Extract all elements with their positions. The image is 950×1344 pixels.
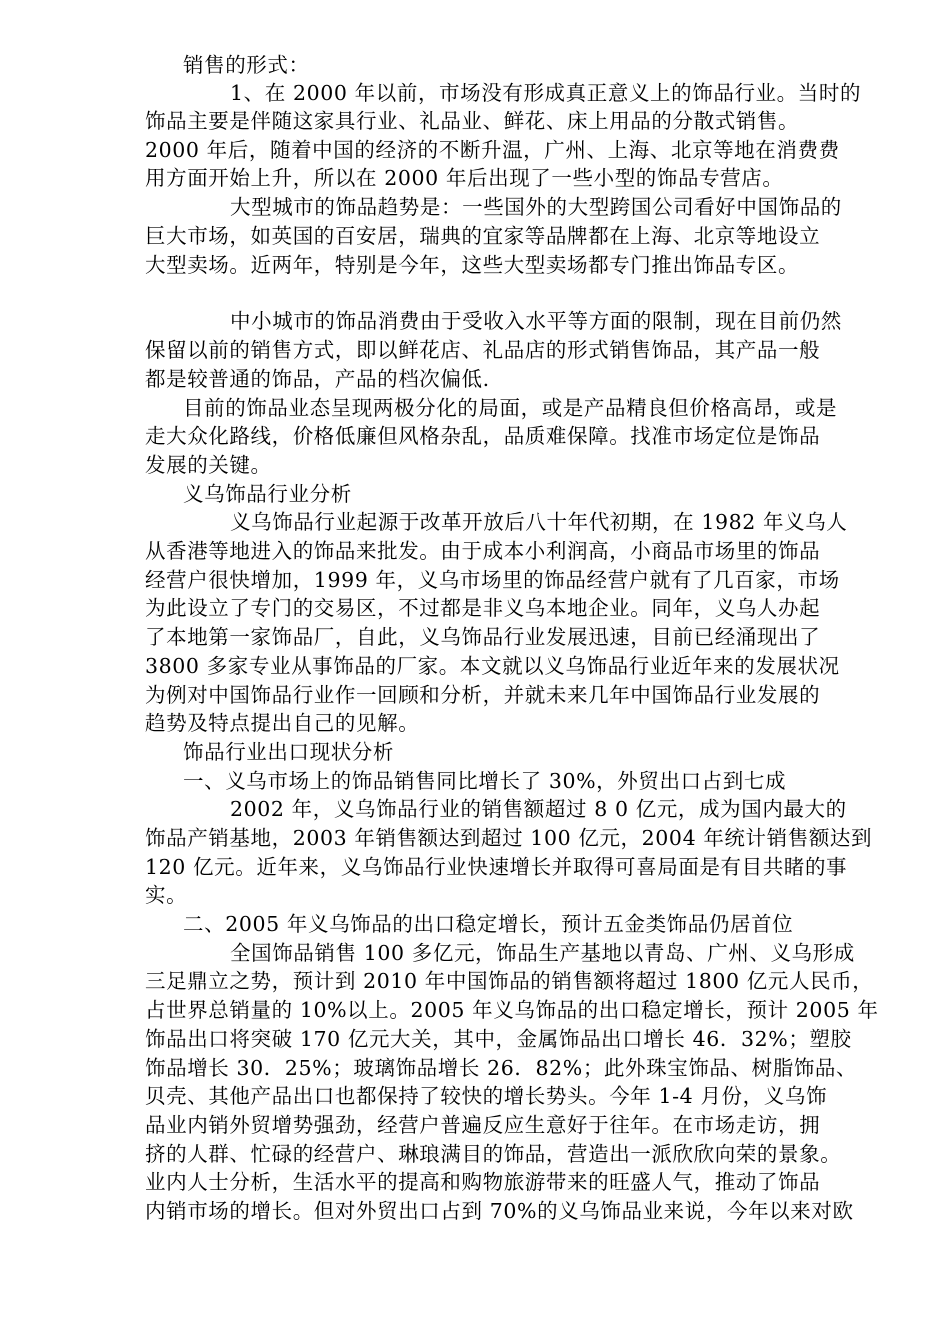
paragraph-line: 1、在 2000 年以前，市场没有形成真正意义上的饰品行业。当时的 xyxy=(230,81,862,105)
paragraph-line: 经营户很快增加，1999 年，义乌市场里的饰品经营户就有了几百家，市场 xyxy=(145,568,840,592)
paragraph-line: 2000 年后，随着中国的经济的不断升温，广州、上海、北京等地在消费费 xyxy=(145,138,840,162)
paragraph-line: 为例对中国饰品行业作一回顾和分析，并就未来几年中国饰品行业发展的 xyxy=(145,683,821,707)
paragraph-line: 保留以前的销售方式，即以鲜花店、礼品店的形式销售饰品，其产品一般 xyxy=(145,338,821,362)
paragraph-line: 饰品主要是伴随这家具行业、礼品业、鲜花、床上用品的分散式销售。 xyxy=(145,109,800,133)
paragraph-line: 内销市场的增长。但对外贸出口占到 70%的义乌饰品业来说，今年以来对欧 xyxy=(145,1199,854,1223)
paragraph-line: 挤的人群、忙碌的经营户、琳琅满目的饰品，营造出一派欣欣向荣的景象。 xyxy=(145,1142,842,1166)
paragraph-line: 全国饰品销售 100 多亿元，饰品生产基地以青岛、广州、义乌形成 xyxy=(230,941,855,965)
paragraph-line: 120 亿元。近年来，义乌饰品行业快速增长并取得可喜局面是有目共睹的事 xyxy=(145,855,848,879)
paragraph-line: 饰品出口将突破 170 亿元大关，其中，金属饰品出口增长 46．32%；塑胶 xyxy=(145,1027,852,1051)
paragraph-line: 3800 多家专业从事饰品的厂家。本文就以义乌饰品行业近年来的发展状况 xyxy=(145,654,840,678)
paragraph-line: 大型城市的饰品趋势是：一些国外的大型跨国公司看好中国饰品的 xyxy=(230,195,842,219)
paragraph-line: 走大众化路线，价格低廉但风格杂乱，品质难保障。找准市场定位是饰品 xyxy=(145,424,821,448)
paragraph-line: 巨大市场，如英国的百安居，瑞典的宜家等品牌都在上海、北京等地设立 xyxy=(145,224,821,248)
paragraph-line: 饰品产销基地，2003 年销售额达到超过 100 亿元，2004 年统计销售额达到 xyxy=(145,826,873,850)
heading-sales-form: 销售的形式： xyxy=(183,53,310,77)
paragraph-line: 实。 xyxy=(145,883,188,907)
heading-export-analysis: 饰品行业出口现状分析 xyxy=(183,740,394,764)
paragraph-line: 占世界总销量的 10%以上。2005 年义乌饰品的出口稳定增长，预计 2005 年 xyxy=(145,998,879,1022)
paragraph-line: 从香港等地进入的饰品来批发。由于成本小利润高，小商品市场里的饰品 xyxy=(145,539,821,563)
paragraph-line: 饰品增长 30．25%；玻璃饰品增长 26．82%；此外珠宝饰品、树脂饰品、 xyxy=(145,1056,858,1080)
paragraph-line: 了本地第一家饰品厂，自此，义乌饰品行业发展迅速，目前已经涌现出了 xyxy=(145,625,821,649)
heading-yiwu-analysis: 义乌饰品行业分析 xyxy=(183,482,352,506)
paragraph-line: 三足鼎立之势，预计到 2010 年中国饰品的销售额将超过 1800 亿元人民币， xyxy=(145,969,874,993)
paragraph-line: 中小城市的饰品消费由于受收入水平等方面的限制，现在目前仍然 xyxy=(230,309,842,333)
paragraph-line: 业内人士分析，生活水平的提高和购物旅游带来的旺盛人气，推动了饰品 xyxy=(145,1170,821,1194)
paragraph-line: 目前的饰品业态呈现两极分化的局面，或是产品精良但价格高昂，或是 xyxy=(183,396,838,420)
paragraph-line: 大型卖场。近两年，特别是今年，这些大型卖场都专门推出饰品专区。 xyxy=(145,253,800,277)
paragraph-line: 贝壳、其他产品出口也都保持了较快的增长势头。今年 1-4 月份，义乌饰 xyxy=(145,1084,828,1108)
paragraph-line: 品业内销外贸增势强劲，经营户普遍反应生意好于往年。在市场走访，拥 xyxy=(145,1113,821,1137)
subheading-one: 一、义乌市场上的饰品销售同比增长了 30%，外贸出口占到七成 xyxy=(183,769,787,793)
paragraph-line: 都是较普通的饰品，产品的档次偏低. xyxy=(145,367,490,391)
paragraph-line: 发展的关键。 xyxy=(145,453,272,477)
subheading-two: 二、2005 年义乌饰品的出口稳定增长，预计五金类饰品仍居首位 xyxy=(183,912,794,936)
paragraph-line: 用方面开始上升，所以在 2000 年后出现了一些小型的饰品专营店。 xyxy=(145,166,784,190)
paragraph-line: 2002 年，义乌饰品行业的销售额超过 8 0 亿元，成为国内最大的 xyxy=(230,797,847,821)
paragraph-line: 趋势及特点提出自己的见解。 xyxy=(145,711,420,735)
paragraph-line: 为此设立了专门的交易区，不过都是非义乌本地企业。同年，义乌人办起 xyxy=(145,596,821,620)
paragraph-line: 义乌饰品行业起源于改革开放后八十年代初期，在 1982 年义乌人 xyxy=(230,510,848,534)
